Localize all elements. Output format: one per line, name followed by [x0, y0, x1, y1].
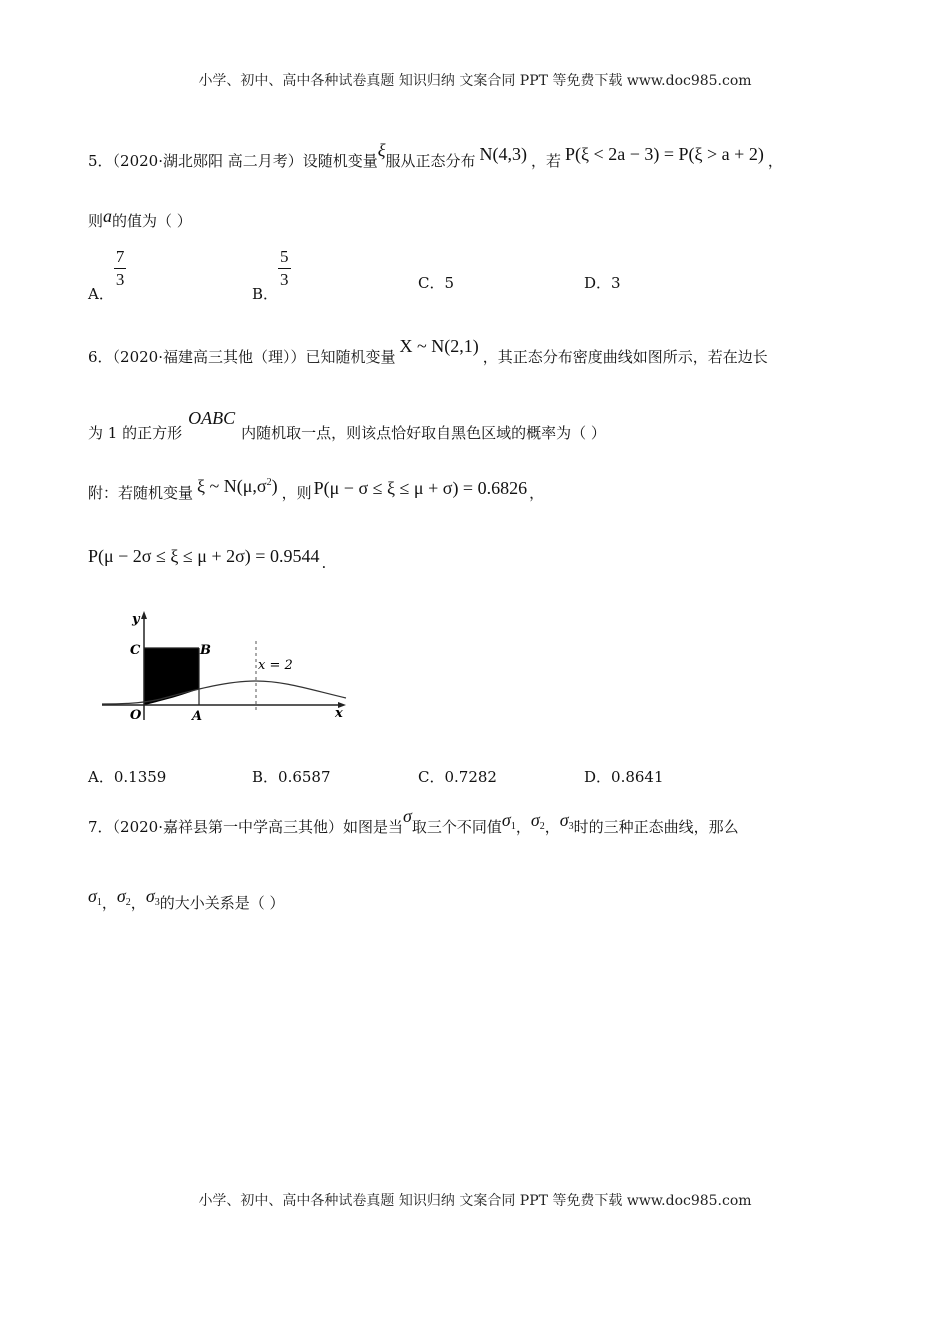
- math-sigma: σ: [559, 810, 569, 830]
- math-sup: 2: [266, 477, 272, 488]
- point-c-label: C: [130, 643, 141, 658]
- question-text: 则: [88, 212, 104, 230]
- question-text: 附：若随机变量: [88, 484, 194, 502]
- math-sub: 3: [568, 821, 574, 832]
- math-sigma: σ: [403, 806, 412, 826]
- question-number: 6．: [88, 348, 113, 366]
- question-text: 已知随机变量: [305, 348, 396, 366]
- option-value: 3: [611, 274, 621, 292]
- question-6-note: [88, 476, 545, 503]
- question-5-line-1: [88, 140, 783, 171]
- option-label: D．: [584, 274, 612, 292]
- question-text: 的大小关系是（ ）: [159, 894, 285, 912]
- question-6-note-2: [88, 546, 327, 572]
- numerator: 5: [278, 246, 291, 269]
- option-6-c[interactable]: [418, 766, 497, 787]
- math-square: OABC: [188, 408, 236, 428]
- option-label: A．: [88, 768, 114, 786]
- math-formula-1: P(μ − σ ≤ ξ ≤ μ + σ) = 0.6826: [313, 478, 528, 498]
- option-label: B．: [252, 284, 279, 303]
- page-header: 小学、初中、高中各种试卷真题 知识归纳 文案合同 PPT 等免费下载 www.doc985.com: [198, 73, 752, 89]
- math-formula-2: P(μ − 2σ ≤ ξ ≤ μ + 2σ) = 0.9544: [88, 546, 320, 566]
- option-label: C．: [418, 274, 445, 292]
- option-label: B．: [252, 768, 279, 786]
- separator: ，: [515, 818, 531, 836]
- option-5-a[interactable]: [88, 246, 126, 303]
- separator: ，: [130, 894, 146, 912]
- question-7-line-1: [88, 806, 739, 838]
- origin-label: O: [130, 708, 142, 723]
- option-value: 5: [444, 274, 455, 292]
- question-7-line-2: [88, 886, 285, 914]
- fraction: [278, 246, 291, 291]
- option-5-c[interactable]: [418, 272, 454, 293]
- math-distribution: N(4,3): [479, 144, 528, 164]
- option-label: D．: [584, 768, 612, 786]
- question-number: 7．: [88, 818, 113, 836]
- option-6-d[interactable]: [584, 766, 664, 787]
- denominator: 3: [115, 270, 125, 289]
- math-note-dist: [197, 476, 278, 496]
- math-condition: P(ξ < 2a − 3) = P(ξ > a + 2): [565, 144, 764, 164]
- question-5-line-2: [88, 206, 192, 231]
- question-text: 服从正态分布: [385, 152, 476, 170]
- option-label: C．: [418, 768, 445, 786]
- option-value: 0.1359: [113, 768, 167, 786]
- fraction: [114, 246, 127, 291]
- point-a-label: A: [192, 709, 203, 724]
- math-sub: 1: [96, 897, 102, 908]
- question-text: ，若: [531, 152, 562, 170]
- math-sub: 2: [125, 897, 131, 908]
- math-sub: 1: [510, 821, 516, 832]
- math-sigma: σ: [501, 810, 511, 830]
- option-label: A．: [88, 284, 114, 303]
- question-text: 为 1 的正方形: [88, 424, 183, 442]
- option-value: 0.6587: [278, 768, 331, 786]
- option-5-b[interactable]: [252, 246, 291, 303]
- denominator: 3: [280, 270, 289, 289]
- y-axis-label: y: [132, 612, 140, 627]
- question-6-line-2: [88, 408, 606, 443]
- math-part: ): [271, 476, 278, 496]
- option-5-d[interactable]: [584, 272, 621, 293]
- question-text: 如图是当: [343, 818, 404, 836]
- question-text: 内随机取一点，则该点恰好取自黑色区域的概率为（ ）: [241, 424, 606, 442]
- math-sigma: σ: [145, 886, 155, 906]
- separator: ，: [544, 818, 560, 836]
- math-distribution: X ~ N(2,1): [399, 336, 479, 356]
- math-sub: 2: [539, 821, 545, 832]
- separator: ，: [101, 894, 117, 912]
- question-6-line-1: [88, 336, 768, 367]
- normal-curve-figure: [98, 605, 358, 725]
- question-source: （2020·嘉祥县第一中学高三其他）: [112, 818, 343, 836]
- math-a: a: [103, 206, 113, 226]
- option-value: 0.8641: [611, 768, 664, 786]
- point-b-label: B: [200, 643, 211, 658]
- question-text: .: [321, 554, 327, 572]
- question-source: （2020·福建高三其他（理））: [112, 348, 306, 366]
- question-text: 取三个不同值: [411, 818, 502, 836]
- question-text: ，: [529, 484, 545, 502]
- x-axis-label: x: [335, 706, 343, 721]
- math-sigma: σ: [88, 886, 97, 906]
- y-axis-arrow: [141, 611, 147, 619]
- option-6-a[interactable]: [88, 766, 166, 787]
- question-number: 5．: [88, 152, 113, 170]
- question-text: 设随机变量: [302, 152, 378, 170]
- option-6-b[interactable]: [252, 766, 331, 787]
- question-text: ，: [767, 152, 783, 170]
- question-text: 的值为（ ）: [112, 212, 192, 230]
- question-text: 时的三种正态曲线，那么: [573, 818, 739, 836]
- math-sigma: σ: [530, 810, 540, 830]
- page-footer: 小学、初中、高中各种试卷真题 知识归纳 文案合同 PPT 等免费下载 www.doc985.com: [198, 1193, 752, 1209]
- question-text: ，则: [281, 484, 312, 502]
- math-part: ξ ~ N(μ,σ: [197, 476, 267, 496]
- question-source: （2020·湖北郧阳 高二月考）: [112, 152, 303, 170]
- math-sub: 3: [154, 897, 160, 908]
- numerator: 7: [114, 246, 127, 269]
- line-x-2-label: x = 2: [258, 658, 293, 673]
- normal-curve: [102, 681, 346, 704]
- option-value: 0.7282: [444, 768, 497, 786]
- math-xi: ξ: [377, 140, 386, 160]
- math-sigma: σ: [116, 886, 126, 906]
- question-text: ，其正态分布密度曲线如图所示，若在边长: [482, 348, 768, 366]
